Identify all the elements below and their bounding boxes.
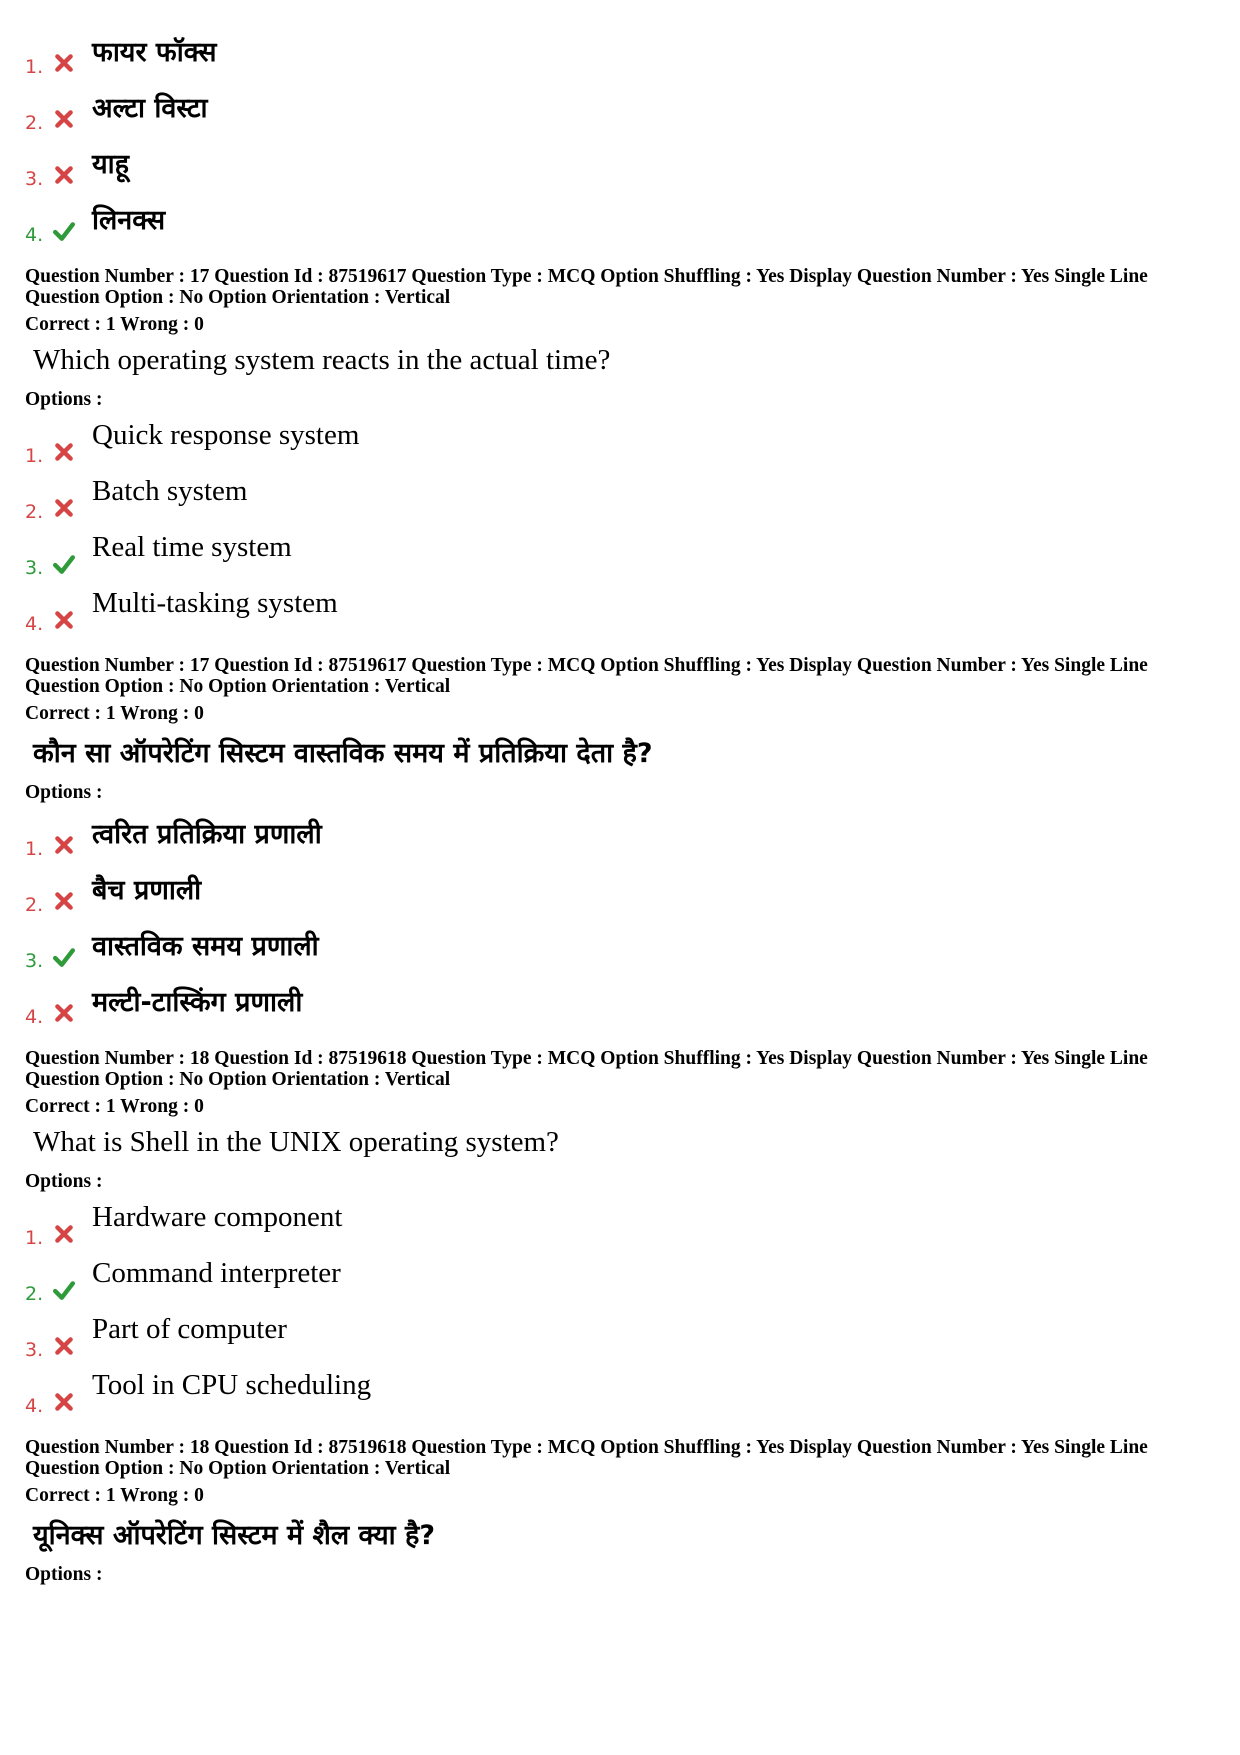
option-number: 1. <box>25 838 44 860</box>
option-number: 2. <box>25 112 44 134</box>
option-text: Part of computer <box>92 1313 287 1345</box>
options-label: Options : <box>25 1171 103 1192</box>
option-number: 1. <box>25 1227 44 1249</box>
question-text: कौन सा ऑपरेटिंग सिस्टम वास्तविक समय में प्रतिक्रिया देता है? <box>33 738 653 769</box>
check-icon <box>53 1279 75 1301</box>
option-text: याहू <box>92 149 129 180</box>
option-text: मल्टी-टास्किंग प्रणाली <box>92 987 303 1018</box>
question-score: Correct : 1 Wrong : 0 <box>25 703 204 724</box>
cross-icon <box>53 441 75 463</box>
option-number: 3. <box>25 557 44 579</box>
option-1 <box>25 28 1220 84</box>
option-4 <box>25 585 1220 641</box>
option-3 <box>25 529 1220 585</box>
option-1 <box>25 417 1220 473</box>
options-list <box>25 417 1220 641</box>
option-text: Quick response system <box>92 419 360 451</box>
cross-icon <box>53 497 75 519</box>
option-3 <box>25 140 1220 196</box>
option-4 <box>25 196 1220 252</box>
cross-icon <box>53 1223 75 1245</box>
option-text: त्वरित प्रतिक्रिया प्रणाली <box>92 819 322 850</box>
question-meta: Question Number : 18 Question Id : 87519618 Question Type : MCQ Option Shuffling : Yes Display Question Number : Yes Single Line Question Option : No Option Orientation : Vertical <box>25 1048 1148 1090</box>
option-3 <box>25 1311 1220 1367</box>
question-text: Which operating system reacts in the actual time? <box>33 344 611 376</box>
option-4 <box>25 978 1220 1034</box>
option-2 <box>25 866 1220 922</box>
options-list <box>25 1199 1220 1423</box>
option-number: 2. <box>25 501 44 523</box>
option-2 <box>25 1255 1220 1311</box>
option-text: Batch system <box>92 475 248 507</box>
cross-icon <box>53 1335 75 1357</box>
option-number: 3. <box>25 168 44 190</box>
option-text: वास्तविक समय प्रणाली <box>92 931 319 962</box>
prev-question-options <box>25 28 1220 252</box>
check-icon <box>53 220 75 242</box>
question-score: Correct : 1 Wrong : 0 <box>25 1096 204 1117</box>
option-1 <box>25 1199 1220 1255</box>
option-text: फायर फॉक्स <box>92 37 217 68</box>
option-text: Multi-tasking system <box>92 587 338 619</box>
option-text: Command interpreter <box>92 1257 341 1289</box>
option-4 <box>25 1367 1220 1423</box>
option-text: Tool in CPU scheduling <box>92 1369 372 1401</box>
option-number: 4. <box>25 613 44 635</box>
option-text: Real time system <box>92 531 292 563</box>
question-meta: Question Number : 17 Question Id : 87519617 Question Type : MCQ Option Shuffling : Yes Display Question Number : Yes Single Line Question Option : No Option Orientation : Vertical <box>25 266 1148 308</box>
option-number: 1. <box>25 56 44 78</box>
option-number: 4. <box>25 224 44 246</box>
cross-icon <box>53 890 75 912</box>
option-text: Hardware component <box>92 1201 343 1233</box>
option-number: 3. <box>25 1339 44 1361</box>
check-icon <box>53 946 75 968</box>
option-number: 4. <box>25 1006 44 1028</box>
option-2 <box>25 473 1220 529</box>
cross-icon <box>53 834 75 856</box>
cross-icon <box>53 1391 75 1413</box>
question-text: यूनिक्स ऑपरेटिंग सिस्टम में शैल क्या है? <box>33 1520 436 1551</box>
cross-icon <box>53 609 75 631</box>
option-2 <box>25 84 1220 140</box>
option-number: 2. <box>25 894 44 916</box>
question-meta: Question Number : 17 Question Id : 87519617 Question Type : MCQ Option Shuffling : Yes Display Question Number : Yes Single Line Question Option : No Option Orientation : Vertical <box>25 655 1148 697</box>
document-page <box>25 28 1220 1592</box>
question-meta: Question Number : 18 Question Id : 87519618 Question Type : MCQ Option Shuffling : Yes Display Question Number : Yes Single Line Question Option : No Option Orientation : Vertical <box>25 1437 1148 1479</box>
question-18-en <box>25 1048 1220 1423</box>
option-3 <box>25 922 1220 978</box>
option-number: 4. <box>25 1395 44 1417</box>
cross-icon <box>53 164 75 186</box>
option-text: अल्टा विस्टा <box>92 93 208 124</box>
option-number: 2. <box>25 1283 44 1305</box>
question-score: Correct : 1 Wrong : 0 <box>25 1485 204 1506</box>
check-icon <box>53 553 75 575</box>
options-label: Options : <box>25 782 103 803</box>
question-text: What is Shell in the UNIX operating system? <box>33 1126 559 1158</box>
option-text: बैच प्रणाली <box>92 875 202 906</box>
option-text: लिनक्स <box>92 205 166 236</box>
options-label: Options : <box>25 389 103 410</box>
cross-icon <box>53 52 75 74</box>
question-score: Correct : 1 Wrong : 0 <box>25 314 204 335</box>
option-number: 1. <box>25 445 44 467</box>
question-17-en <box>25 266 1220 641</box>
option-1 <box>25 810 1220 866</box>
options-list <box>25 810 1220 1034</box>
options-label: Options : <box>25 1564 103 1585</box>
cross-icon <box>53 1002 75 1024</box>
question-18-hi <box>25 1437 1220 1586</box>
question-17-hi <box>25 655 1220 1034</box>
cross-icon <box>53 108 75 130</box>
option-number: 3. <box>25 950 44 972</box>
